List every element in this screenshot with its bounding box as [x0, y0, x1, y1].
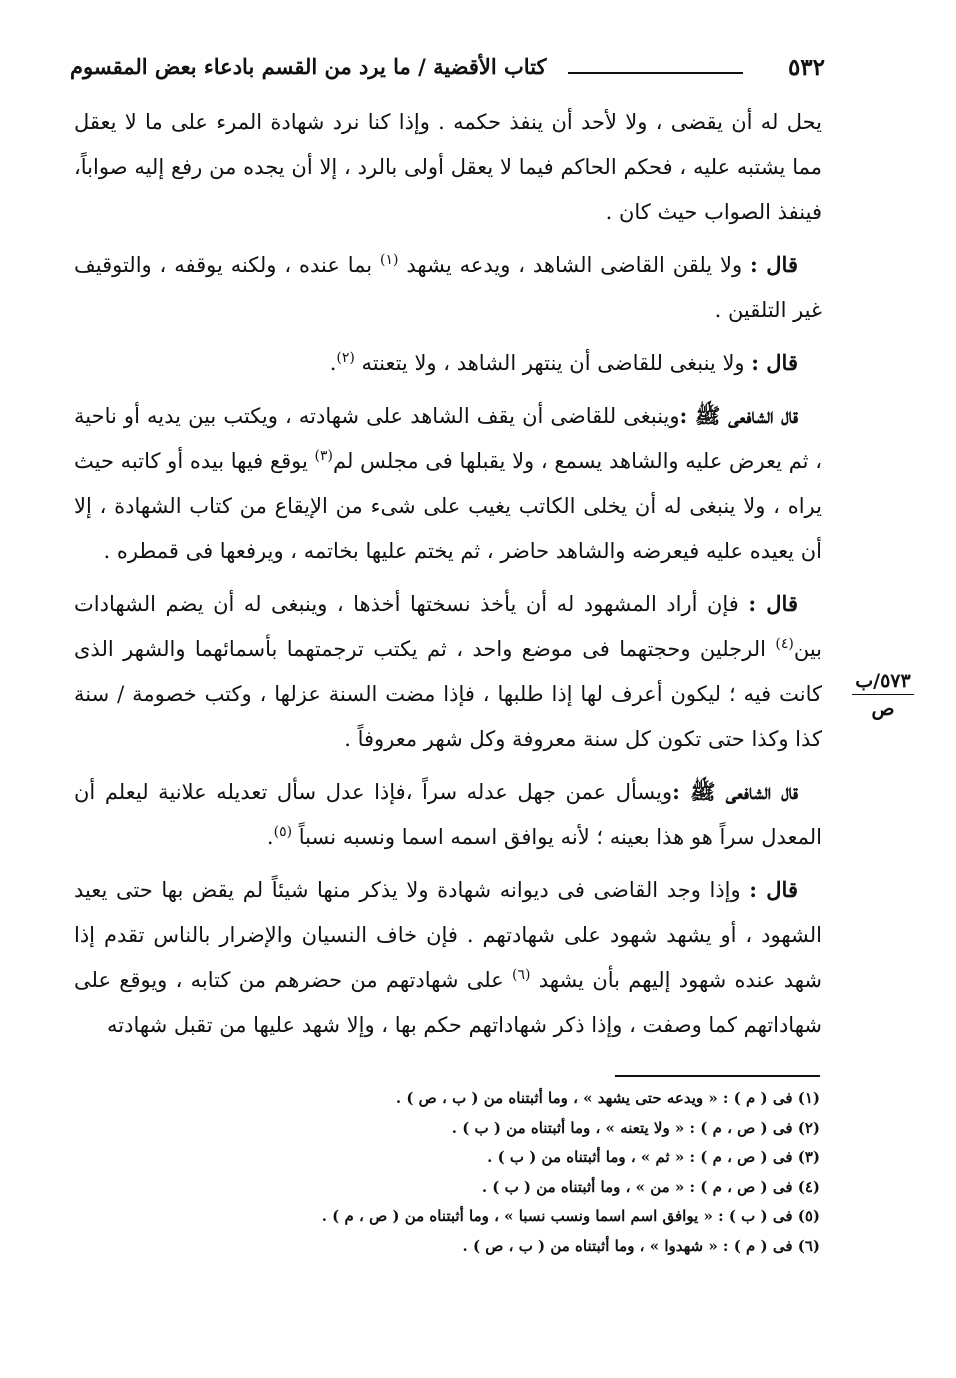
speaker-label: قال :: [751, 350, 798, 375]
footnote-3: (٣) فى ( ص ، م ) : « ثم » ، وما أثبتناه من ( ب ) .: [487, 1148, 820, 1166]
running-header: [70, 52, 825, 92]
footnote-1: (١) فى ( م ) : « ويدعه حتى يشهد » ، وما أثبتناه من ( ب ، ص ) .: [395, 1089, 820, 1107]
footnote-ref-2[interactable]: (٢): [336, 350, 355, 366]
page-number: ٥٣٢: [787, 54, 825, 81]
header-rule: [568, 72, 743, 74]
footnote-4: (٤) فى ( ص ، م ) : « من » ، وما أثبتناه من ( ب ) .: [481, 1177, 820, 1196]
manuscript-siglum: ص: [871, 698, 895, 720]
paragraph-2: قال : ولا يلقن القاضى الشاهد ، ويدعه يشهد $^{(١)}$ بما عنده ، ولكنه يوقفه ، والتوقيف غير التلقين .: [74, 252, 822, 322]
footnotes: [180, 1084, 820, 1261]
footnote-ref-4[interactable]: (٤): [775, 636, 794, 652]
speaker-label: قال :: [750, 252, 798, 277]
footnote-ref-5[interactable]: (٥): [273, 824, 293, 840]
paragraph-4: قال الشافعى ﷺ :وينبغى للقاضى أن يقف الشاهد على شهادته ، ويكتب بين يديه أو ناحية ، ثم يعرض عليه والشاهد يسمع ، ولا يقبلها فى مجلس لم$^{(٣)}$ يوقع فيها بيده أو كاتبه حيث يراه ، ولا ينبغى له أن يخلى الكاتب يغيب على شىء من الإيقاع من كتاب الشهادة ، إلا أن يعيده عليه فيعرضه والشاهد حاضر ، ثم يختم عليها بخاتمه ، ويرفعها فى قمطره .: [74, 403, 823, 563]
footnote-5: (٥) فى ( ب ) : « يوافق اسم اسما ونسب نسبا » ، وما أثبتناه من ( ص ، م ) .: [321, 1207, 820, 1225]
footnote-2: (٢) فى ( ص ، م ) : « ولا يتعنه » ، وما أثبتناه من ( ب ) .: [451, 1118, 820, 1137]
paragraph-5: قال : فإن أراد المشهود له أن يأخذ نسختها أخذها ، وينبغى له أن يضم الشهادات بين$^{(٤)}$ الرجلين وحجتهما فى موضع واحد ، ثم يكتب ترجمتهما بأسمائهما والشهر الذى كانت فيه ؛ ليكون أعرف لها إذا طلبها ، فإذا مضت السنة عزلها ، وكتب خصومة / سنة كذا وكذا حتى تكون كل سنة معروفة وكل شهر معروفاً .: [74, 591, 822, 751]
footnote-ref-6[interactable]: (٦): [512, 967, 531, 983]
paragraph-1: يحل له أن يقضى ، ولا لأحد أن ينفذ حكمه . وإذا كنا نرد شهادة المرء على ما لا يعقل مما يشتبه عليه ، فحكم الحاكم فيما لا يعقل أولى بالرد ، إلا أن يجده من رفع إليه صواباً، فينفذ الصواب حيث كان .: [74, 110, 822, 224]
speaker-label: قال :: [748, 591, 798, 616]
footnote-separator: [615, 1075, 820, 1077]
footnote-ref-1[interactable]: (١): [380, 252, 399, 268]
folio-number: ٥٧٣/ب: [852, 670, 914, 695]
speaker-label: قال :: [749, 877, 798, 902]
speaker-label: قال الشافعى ﷺ :: [672, 779, 798, 804]
paragraph-3: قال : ولا ينبغى للقاضى أن ينتهر الشاهد ، ولا يتعنته $^{(٢)}$.: [329, 350, 798, 375]
footnote-ref-3[interactable]: (٣): [314, 448, 333, 464]
speaker-label: قال الشافعى ﷺ :: [679, 403, 798, 428]
manuscript-folio-marker: [852, 670, 914, 720]
paragraph-7: قال : وإذا وجد القاضى فى ديوانه شهادة ولا يذكر منها شيئاً لم يقض بها حتى يعيد الشهود ، أو يشهد شهود على شهادتهم . فإن خاف النسيان والإضرار بالناس تقدم إذا شهد عنده شهود إليهم بأن يشهد $^{(٦)}$ على شهادتهم من حضرهم من كتابه ، ويوقع على شهاداتهم كما وصفت ، وإذا ذكر شهاداتهم حكم بها ، وإلا شهد عليها من تقبل شهادته: [74, 877, 822, 1037]
footnote-6: (٦) فى ( م ) : « شهدوا » ، وما أثبتناه من ( ب ، ص ) .: [462, 1236, 820, 1255]
paragraph-6: قال الشافعى ﷺ :ويسأل عمن جهل عدله سراً ،فإذا عدل سأل تعديله علانية ليعلم أن المعدل سراً هو هذا بعينه ؛ لأنه يوافق اسمه اسما ونسبه نسباً $^{(٥)}$.: [74, 779, 822, 849]
main-text: [74, 100, 822, 1055]
running-title: كتاب الأقضية / ما يرد من القسم بادعاء بعض المقسوم: [70, 54, 547, 79]
